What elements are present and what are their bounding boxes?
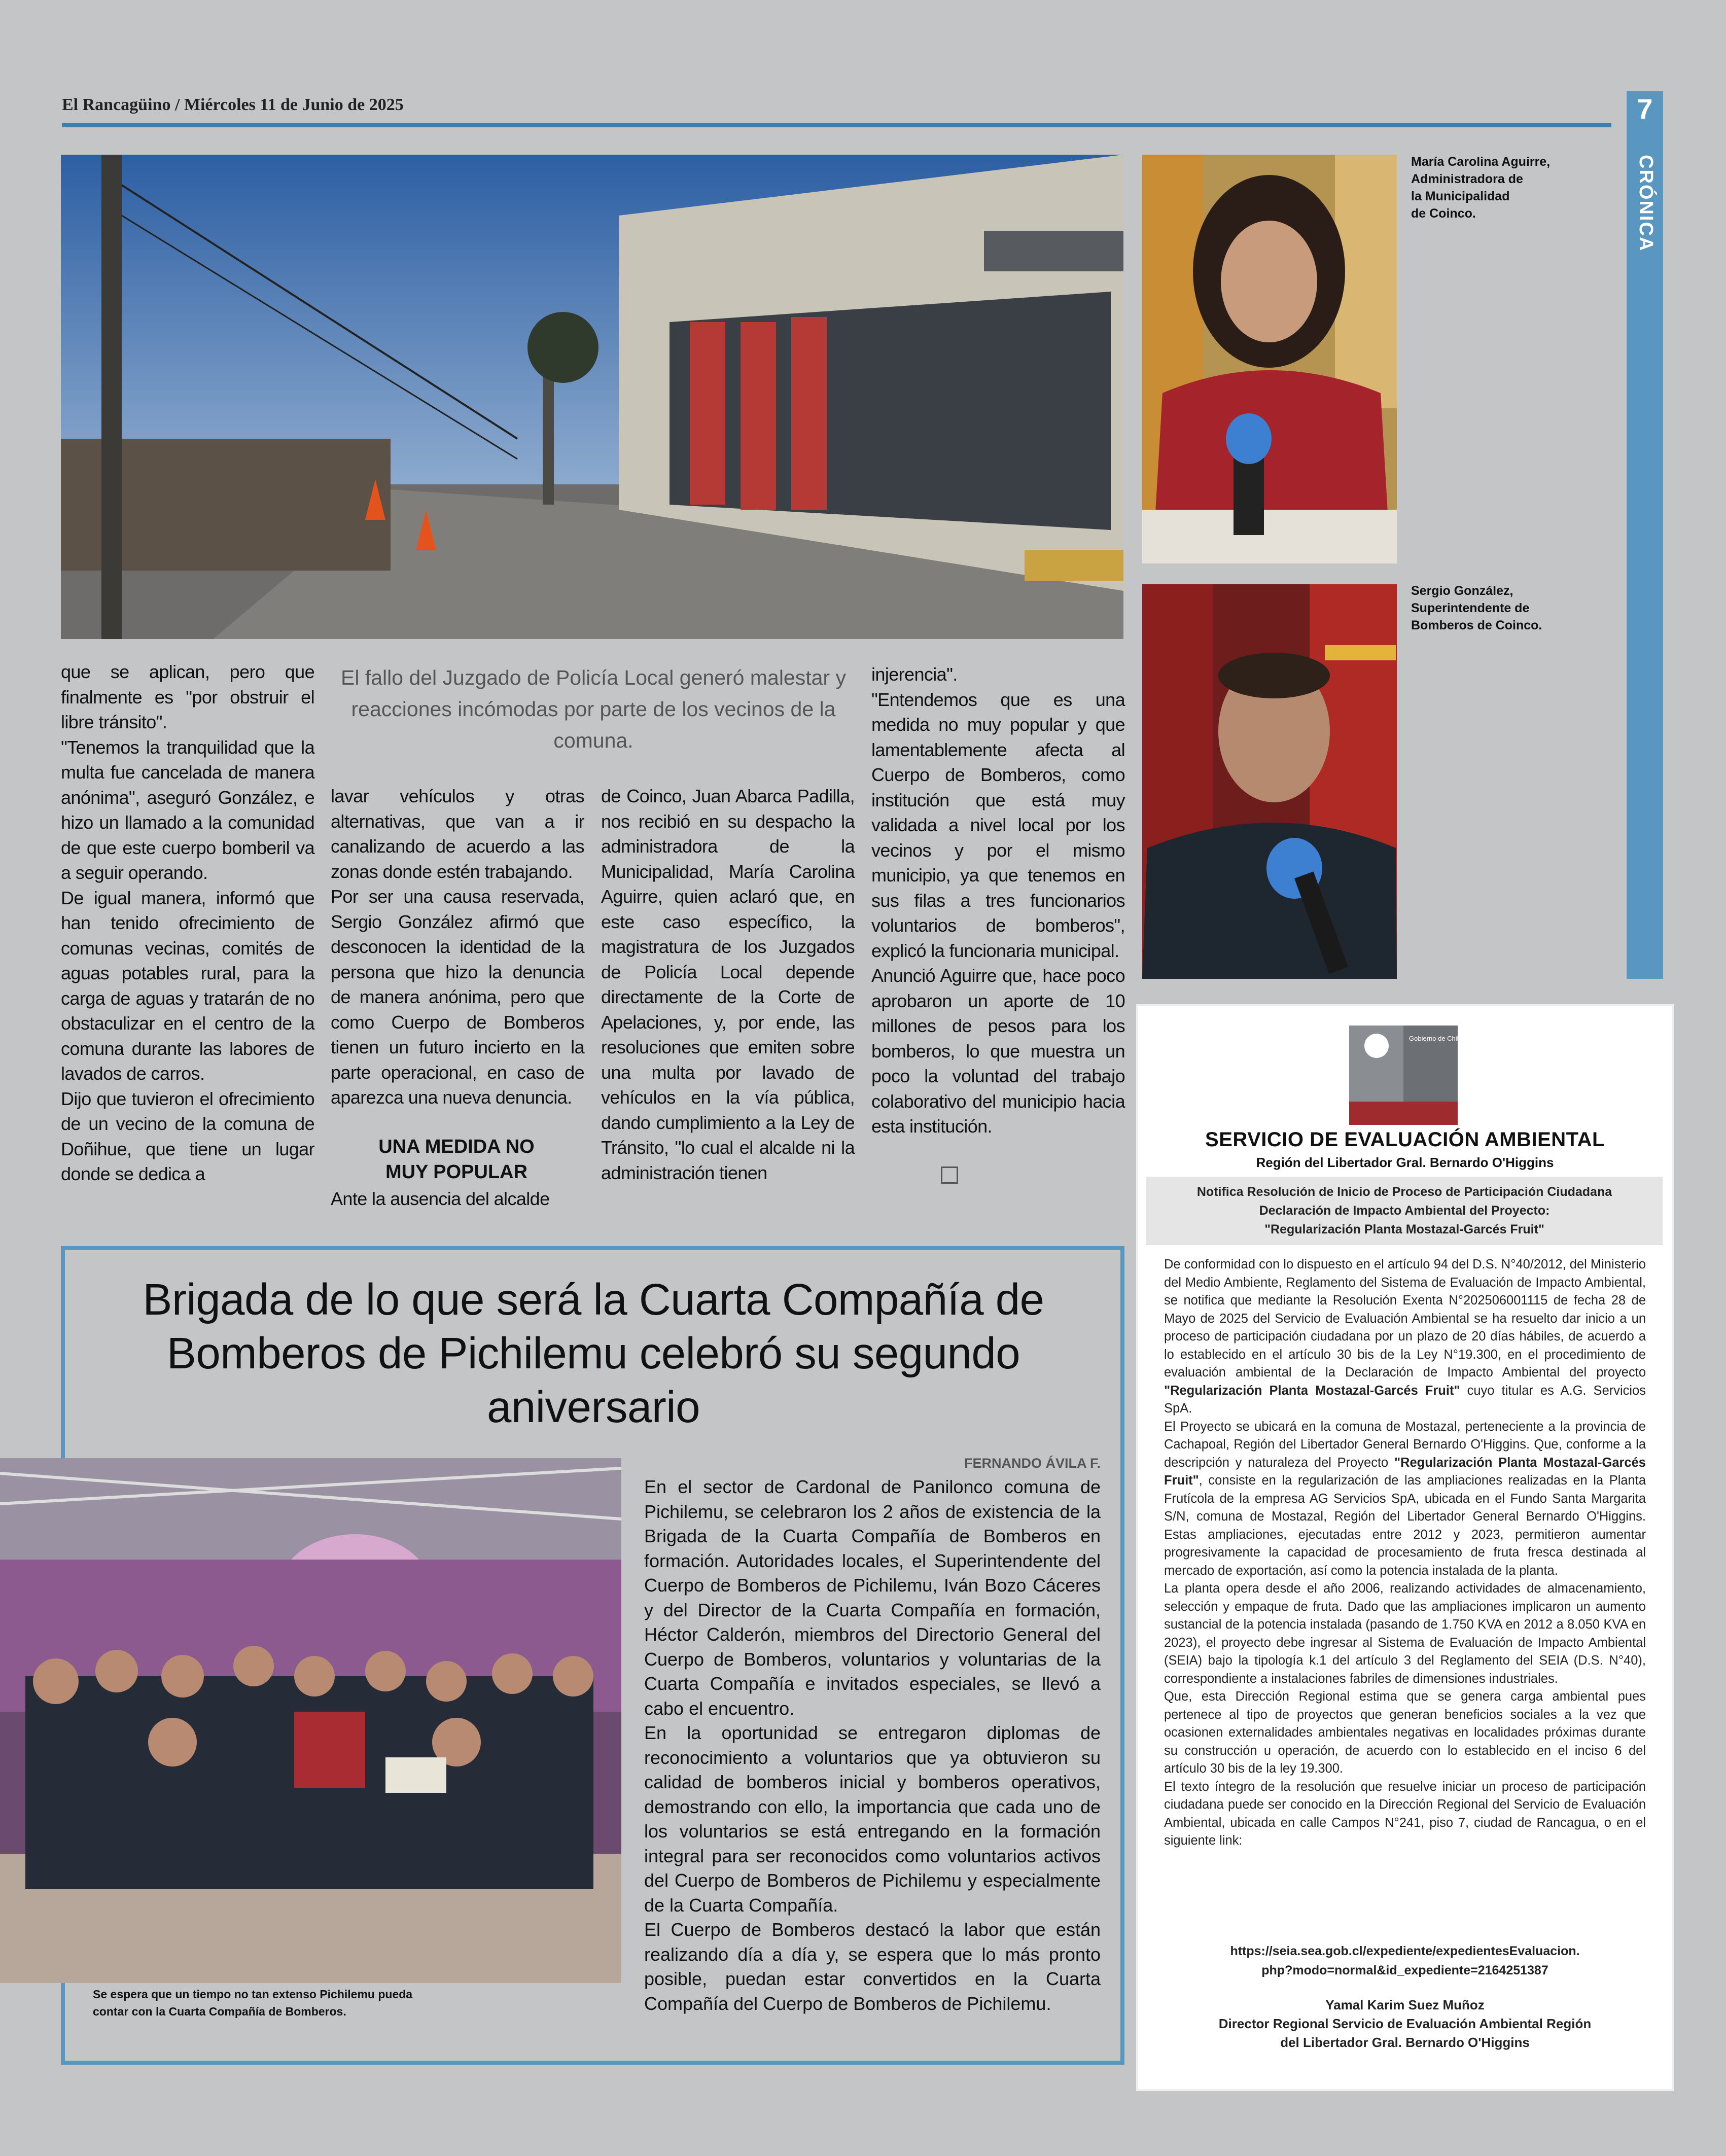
notice-link[interactable]: https://seia.sea.gob.cl/expediente/expedientesEvaluacion. php?modo=normal&id_expediente=2164251387 — [1230, 1944, 1580, 1977]
aguirre-caption: María Carolina Aguirre, Administradora de la Municipalidad de Coinco. — [1411, 155, 1551, 221]
article1-column-2: lavar vehículos y otras alternativas, que van a ir canalizando de acuerdo a las zonas donde estén trabajando. Por ser una causa reservada, Sergio González afirmó que desconocen la identidad de la persona que hizo la denuncia de manera anónima, pero que como Cuerpo de Bomberos tienen un futuro incierto en la parte operacional, en caso de aparezca una nueva denuncia. — [331, 786, 584, 1108]
brigade-photo-caption: Se espera que un tiempo no tan extenso Pichilemu pueda contar con la Cuarta Compañía de Bomberos. — [93, 1988, 413, 2018]
signer-title: Director Regional Servicio de Evaluación Ambiental Región del Libertador Gral. Bernardo O'Higgins — [1218, 2016, 1592, 2050]
header-rule — [62, 123, 1611, 127]
notice-region: Región del Libertador Gral. Bernardo O'Higgins — [1256, 1155, 1554, 1170]
brigade-article-body — [644, 1475, 1101, 2016]
subheading: UNA MEDIDA NO MUY POPULAR — [378, 1136, 535, 1183]
gonzalez-caption: Sergio González, Superintendente de Bomberos de Coinco. — [1411, 584, 1542, 632]
notice-paragraph: El Proyecto se ubicará en la comuna de Mostazal, perteneciente a la provincia de Cachapoal, Región del Libertador General Bernardo O'Higgins. Que, conforme a la descripción y naturaleza del Proyecto "Regularización Planta Mostazal-Garcés Fruit", consiste en la regularización de las ampliaciones realizadas en la Planta Frutícola de la empresa AG Servicios SpA, ubicada en el Fundo Santa Margarita S/N, comuna de Mostazal, Región del Libertador General Bernardo O'Higgins. Estas ampliaciones, ejecutadas entre 2012 y 2023, permitieron aumentar progresivamente la capacidad de procesamiento de fruta fresca destinada al mercado de exportación, así como la potencia instalada de la planta. — [1164, 1419, 1646, 1578]
aguirre-portrait-photo — [1142, 155, 1397, 563]
gonzalez-portrait-photo — [1142, 584, 1397, 979]
notice-paragraph: El texto íntegro de la resolución que resuelve iniciar un proceso de participación ciudadana puede ser conocido en la Dirección Regional del Servicio de Evaluación Ambiental, ubicada en calle Campos N°241, piso 7, ciudad de Rancagua, o en el siguiente link: — [1164, 1779, 1646, 1848]
government-logo — [1349, 1026, 1458, 1125]
article1-column-3: de Coinco, Juan Abarca Padilla, nos recibió en su despacho la administradora de la Municipalidad, María Carolina Aguirre, quien aclaró que, en este caso específico, la magistratura de los Juzgados de Policía Local depende directamente de la Corte de Apelaciones, y, por ende, las resoluciones que emiten sobre una multa por lavado de vehículos en la vía pública, dando cumplimiento a la Ley de Tránsito, "lo cual el alcalde ni la administración tienen — [601, 786, 855, 1183]
pull-quote: El fallo del Juzgado de Policía Local generó malestar y reacciones incómodas por parte de los vecinos de la comuna. — [341, 666, 846, 752]
brigade-paragraph: En la oportunidad se entregaron diplomas de reconocimiento a voluntarios que ya obtuvieron su calidad de bomberos inicial y bomberos operativos, demostrando con ello, la importancia que cada uno de los voluntarios se está entregando en la formación integral para ser reconocidos como voluntarios activos del Cuerpo de Bomberos de Pichilemu y especialmente de la Cuarta Compañía. — [644, 1722, 1101, 1916]
signer-name: Yamal Karim Suez Muñoz — [1325, 1997, 1485, 2012]
article1-column-2-end: Ante la ausencia del alcalde — [331, 1188, 550, 1209]
fire-station-photo — [61, 155, 1123, 639]
notice-paragraph: De conformidad con lo dispuesto en el artículo 94 del D.S. N°40/2012, del Ministerio del Medio Ambiente, Reglamento del Sistema de Evaluación de Impacto Ambiental, se notifica que mediante la Resolución Exenta N°202506001115 de fecha 28 de Mayo de 2025 del Servicio de Evaluación Ambiental se ha resuelto dar inicio a un proceso de participación ciudadana por un plazo de 20 días hábiles, de acuerdo a lo establecido en el artículo 30 bis de la Ley N°19.300, en el procedimiento de evaluación ambiental de la Declaración de Impacto Ambiental del proyecto "Regularización Planta Mostazal-Garcés Fruit" cuyo titular es A.G. Servicios SpA. — [1164, 1257, 1646, 1416]
brigade-headline: Brigada de lo que será la Cuarta Compañía de Bomberos de Pichilemu celebró su segundo aniversario — [143, 1275, 1044, 1432]
notice-body — [1164, 1256, 1646, 1850]
notice-paragraph: Que, esta Dirección Regional estima que se genera carga ambiental pues pertenece al tipo de proyectos que generan beneficios sociales a la vez que ocasionen externalidades ambientales negativas en localidades próximas durante su construcción u operación, de acuerdo con lo establecido en el inciso 6 del artículo 30 bis de la ley 19.300. — [1164, 1689, 1646, 1776]
byline: FERNANDO ÁVILA F. — [964, 1456, 1101, 1471]
notice-paragraph: La planta opera desde el año 2006, realizando actividades de almacenamiento, selección y empaque de fruta. Dado que las ampliaciones implicaron un aumento sustancial de la potencia instalada (pasando de 1.750 KVA en 2012 a 8.050 KVA en 2023), el proyecto debe ingresar al Sistema de Evaluación de Impacto Ambiental (SEIA) bajo la tipología k.1 del artículo 3 del Reglamento del SEIA (D.S. N°40), correspondiente a instalaciones fabriles de dimensiones industriales. — [1164, 1581, 1646, 1686]
notice-signature — [1156, 1996, 1653, 2052]
notice-subtitle: Notifica Resolución de Inicio de Proceso de Participación Ciudadana Declaración de Impacto Ambiental del Proyecto: "Regularización Planta Mostazal-Garcés Fruit" — [1196, 1185, 1612, 1236]
section-label: CRÓNICA — [1635, 155, 1657, 252]
article1-column-4: injerencia". "Entendemos que es una medida no muy popular y que lamentablemente afecta al Cuerpo de Bomberos, como institución que está muy validada a nivel local por los vecinos y por el mismo municipio, ya que tenemos en sus filas a tres funcionarios voluntarios de bomberos", explicó la funcionaria municipal. Anunció Aguirre que, hace poco aprobaron un aporte de 10 millones de pesos para los bomberos, lo que muestra un poco la voluntad del trabajo colaborativo del municipio hacia esta institución. — [871, 664, 1125, 1137]
notice-organization: SERVICIO DE EVALUACIÓN AMBIENTAL — [1205, 1128, 1605, 1151]
masthead: El Rancagüino / Miércoles 11 de Junio de 2025 — [62, 95, 404, 114]
article1-column-1: que se aplican, pero que finalmente es "por obstruir el libre tránsito". "Tenemos la tranquilidad que la multa fue cancelada de manera anónima", aseguró González, e hizo un llamado a la comunidad de que este cuerpo bomberil va a seguir operando. De igual manera, informó que han tenido ofrecimiento de comunas vecinas, comités de aguas potables rural, para la carga de aguas y tratarán de no obstaculizar en el centro de la comuna durante las labores de lavados de carros. Dijo que tuvieron el ofrecimiento de un vecino de la comuna de Doñihue, que tiene un lugar donde se dedica a — [61, 661, 314, 1184]
brigade-paragraph: El Cuerpo de Bomberos destacó la labor que están realizando día a día y, se espera que lo más pronto posible, puedan estar convertidos en la Cuarta Compañía del Cuerpo de Bomberos de Pichilemu. — [644, 1919, 1101, 2014]
end-mark-icon — [941, 1167, 958, 1184]
brigade-group-photo — [0, 1458, 621, 1983]
brigade-paragraph: En el sector de Cardonal de Panilonco comuna de Pichilemu, se celebraron los 2 años de existencia de la Brigada de la Cuarta Compañía de Bomberos en formación. Autoridades locales, el Superintendente del Cuerpo de Bomberos de Pichilemu, Iván Bozo Cáceres y del Director de la Cuarta Compañía en formación, Héctor Calderón, miembros del Directorio General del Cuerpo de Bomberos, voluntarios y voluntarias de la Cuarta Compañía e invitados especiales, se llevó a cabo el encuentro. — [644, 1476, 1101, 1719]
logo-text: Gobierno de Chile — [1409, 1035, 1458, 1042]
page-number: 7 — [1637, 93, 1653, 125]
